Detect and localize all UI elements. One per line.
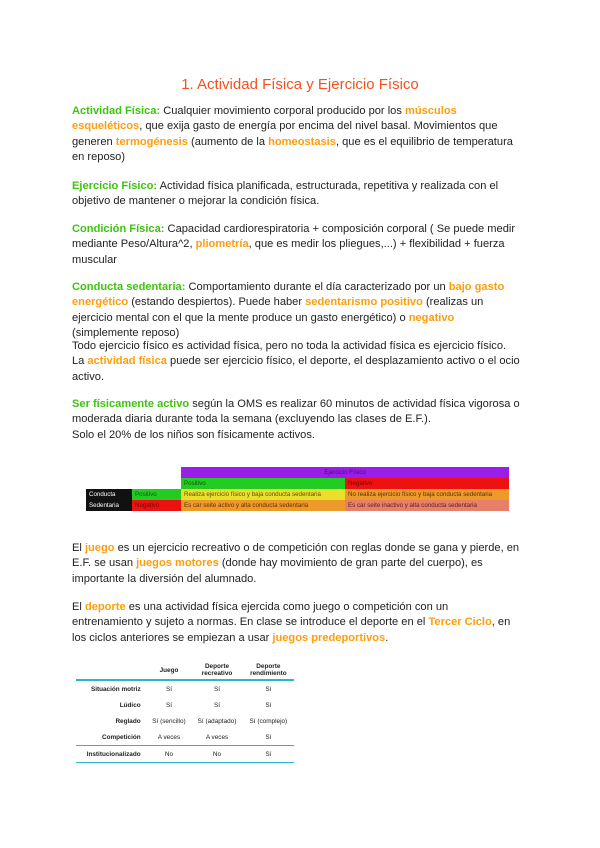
table-cell: Sí [165, 685, 172, 693]
table-cell: Sí [165, 701, 172, 709]
table-cell: A veces [157, 733, 181, 741]
term-fisicamente-activo: Ser físicamente activo [72, 398, 190, 410]
paragraph-deporte [72, 600, 522, 646]
highlight-sedentarismo-positivo: sedentarismo positivo [305, 296, 423, 309]
table-header: Deporte recreativo [191, 661, 242, 680]
text: Comportamiento durante el día caracterizado por un [185, 281, 449, 293]
table-cell: Sí [265, 685, 272, 693]
table-row [76, 746, 294, 763]
term-actividad-fisica: Actividad Física: [72, 105, 161, 117]
highlight-negativo: negativo [408, 311, 455, 324]
text: (simplemente reposo) [72, 326, 180, 339]
table-cell: Sí [265, 701, 272, 709]
matrix-row-label-conducta: Conducta [86, 489, 132, 500]
table-cell: Sí (complejo) [249, 717, 288, 725]
text: El [72, 601, 85, 613]
table-row [76, 697, 294, 713]
table-cell: Sí (sencillo) [152, 717, 186, 725]
table-cell: Competición [101, 733, 141, 741]
text: , que exija gasto de energía por encima del nivel basal. Movimientos que generen [72, 120, 498, 148]
text: (aumento de la [187, 135, 269, 148]
term-ejercicio-fisico: Ejercicio Físico: [72, 180, 158, 192]
table-row [76, 729, 294, 746]
table-cell: A veces [205, 733, 229, 741]
text: es una actividad física ejercida como juego o competición con un entrenamiento y sujeto a normas. En clase se introduce el deporte en el [72, 601, 449, 629]
paragraph-ejercicio-fisico [72, 179, 522, 210]
table-cell: Situación motriz [90, 685, 141, 693]
matrix-cell-2-2: Es car seite inactivo y alta conducta sedentaria [345, 500, 509, 511]
text: Cualquier movimiento corporal producido por los [160, 105, 405, 117]
text: , en los ciclos anteriores se empiezan a usar [72, 616, 511, 644]
table-row [76, 680, 294, 697]
text: Solo el 20% de los niños son físicamente activos. [72, 428, 315, 441]
term-conducta-sedentaria: Conducta sedentaria: [72, 281, 186, 293]
highlight-juego: juego [84, 542, 115, 554]
matrix-row-label-sedentaria: Sedentaria [86, 500, 132, 511]
table-cell: Lúdico [119, 701, 141, 709]
matrix-cell-2-1: Es car seite activo y alta conducta sedentaria [181, 500, 345, 511]
text: puede ser ejercicio físico, el deporte, el desplazamiento activo o el ocio activo. [72, 355, 520, 383]
table-header [76, 661, 147, 680]
table-cell: Sí [243, 746, 294, 763]
highlight-tercer-ciclo: Tercer Ciclo [428, 616, 492, 629]
text: (estando despiertos). Puede haber [128, 296, 306, 309]
highlight-bajo-gasto: bajo gasto energético [72, 281, 505, 309]
paragraph-juego [72, 541, 522, 587]
page-title: 1. Actividad Física y Ejercicio Físico [181, 76, 419, 93]
highlight-pliometria: pliometría [195, 238, 249, 251]
matrix-cell-1-2: No realiza ejercicio físico y baja conducta sedentaria [345, 489, 509, 500]
paragraph-actividad-fisica [72, 104, 522, 165]
table-header: Deporte rendimiento [243, 661, 294, 680]
text: , que es medir los pliegues,...) + flexibilidad + fuerza muscular [72, 238, 505, 266]
paragraph-todo-ejercicio [72, 339, 522, 385]
highlight-musculos: músculos esqueléticos [72, 105, 457, 133]
table-cell: Sí [265, 733, 272, 741]
text: Todo ejercicio físico es actividad física, pero no toda la actividad física es ejercicio físico. [72, 340, 507, 352]
matrix-row-tag-negativo: Negativo [132, 500, 181, 511]
text: . [385, 631, 389, 644]
text: (donde hay movimiento de gran parte del cuerpo), es importante la diversión del alumnado. [72, 557, 483, 585]
text: Actividad física planificada, estructurada, repetitiva y realizada con el objetivo de mantener o mejorar la condición física. [72, 180, 499, 208]
matrix-col-positivo: Positivo [181, 478, 345, 489]
matrix-col-negativo: Negativo [345, 478, 509, 489]
table-cell: Reglado [115, 717, 141, 725]
highlight-deporte: deporte [84, 601, 126, 613]
highlight-homeostasis: homeostasis [268, 135, 336, 148]
highlight-juegos-motores: juegos motores [136, 557, 219, 570]
text: , que es el equilibrio de temperatura en reposo) [72, 135, 513, 163]
paragraph-conducta-sedentaria [72, 280, 522, 341]
conducta-ejercicio-matrix [86, 467, 509, 511]
paragraph-fisicamente-activo [72, 397, 522, 443]
matrix-header: Ejercicio Físico [181, 467, 509, 478]
juego-deporte-table [76, 661, 294, 763]
table-cell: Institucionalizado [76, 746, 147, 763]
text: La [72, 355, 88, 368]
text: Capacidad cardiorespiratoria + composición corporal ( Se puede medir mediante Peso/Altura^2, [72, 223, 516, 251]
table-cell: Sí (adaptado) [197, 717, 237, 725]
table-cell: Sí [213, 701, 221, 709]
paragraph-condicion-fisica [72, 222, 522, 268]
highlight-juegos-predeportivos: juegos predeportivos [272, 631, 386, 644]
matrix-row-tag-positivo: Positivo [132, 489, 181, 500]
table-header: Juego [147, 661, 192, 680]
text: El [72, 542, 85, 554]
table-cell: Sí [213, 685, 221, 693]
text: (realizas un ejercicio mental con el que la mente produce un gasto energético) o [72, 296, 484, 324]
highlight-actividad-fisica: actividad física [87, 355, 167, 368]
table-header-row [76, 661, 294, 680]
table-row [76, 713, 294, 729]
highlight-termogenesis: termogénesis [115, 135, 188, 148]
term-condicion-fisica: Condición Física: [72, 223, 165, 235]
text: según la OMS es realizar 60 minutos de actividad física vigorosa o moderada diaria durante toda la semana (excluyendo las clases de E.F.). [72, 398, 520, 426]
text: es un ejercicio recreativo o de competición con reglas donde se gana y pierde, en E.F. se usan [72, 542, 520, 570]
table-cell: No [147, 746, 192, 763]
table-cell: No [191, 746, 242, 763]
matrix-cell-1-1: Realiza ejercicio físico y baja conducta sedentaria [181, 489, 345, 500]
